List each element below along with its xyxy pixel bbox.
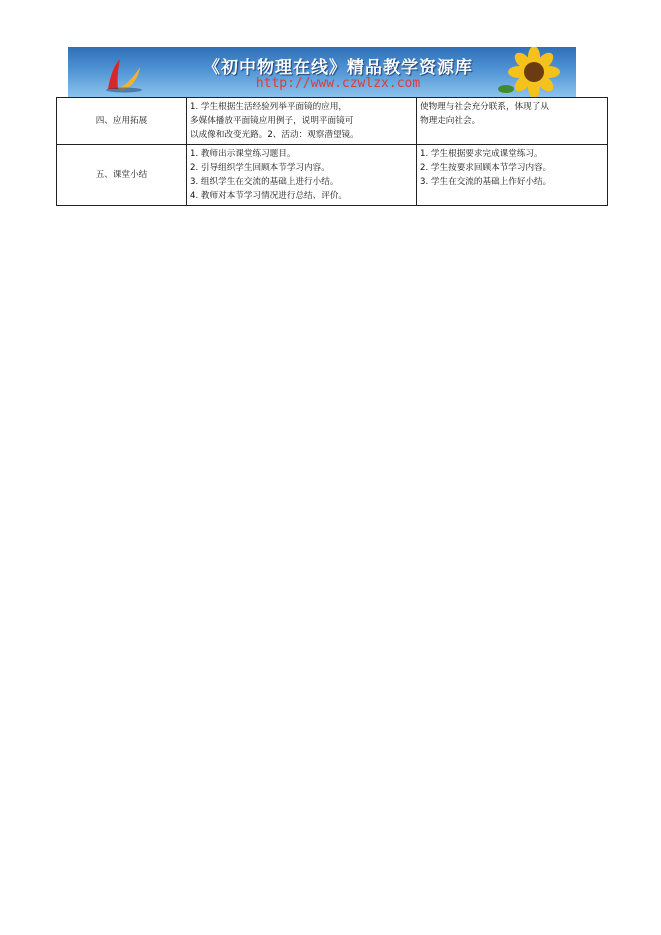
student-activity-cell [417, 98, 608, 145]
stage-cell [57, 145, 187, 206]
teacher-activity-line: 1. 教师出示课堂练习题目。 [190, 149, 296, 159]
student-activity-line: 物理走向社会。 [420, 116, 481, 126]
banner-title: 《初中物理在线》精品教学资源库 [203, 58, 473, 78]
teacher-activity-line: 1. 学生根据生活经验列举平面镜的应用， [190, 102, 348, 112]
teacher-activity-line: 3. 组织学生在交流的基础上进行小结。 [190, 177, 339, 187]
teacher-activity-cell [187, 145, 417, 206]
student-activity-line: 3. 学生在交流的基础上作好小结。 [420, 177, 552, 187]
student-activity-line: 使物理与社会充分联系，体现了从 [420, 102, 549, 112]
teacher-activity-line: 4. 教师对本节学习情况进行总结、评价。 [190, 191, 348, 201]
teacher-activity-line: 以成像和改变光路。2、活动：观察潜望镜。 [190, 130, 359, 140]
header-banner [68, 47, 576, 97]
teacher-activity-line: 2. 引导组织学生回顾本节学习内容。 [190, 163, 330, 173]
logo-icon [100, 55, 148, 93]
student-activity-cell [417, 145, 608, 206]
stage-label: 四、应用拓展 [95, 116, 148, 126]
lesson-plan-table [56, 97, 608, 206]
stage-cell [57, 98, 187, 145]
student-activity-line: 2. 学生按要求回顾本节学习内容。 [420, 163, 552, 173]
stage-label: 五、课堂小结 [95, 170, 148, 180]
teacher-activity-cell [187, 98, 417, 145]
teacher-activity-line: 多媒体播放平面镜应用例子，说明平面镜可 [190, 116, 354, 126]
sunflower-icon [498, 47, 564, 97]
student-activity-line: 1. 学生根据要求完成课堂练习。 [420, 149, 543, 159]
table-row [57, 98, 608, 145]
banner-url: http://www.czwlzx.com [255, 76, 421, 91]
table-row [57, 145, 608, 206]
